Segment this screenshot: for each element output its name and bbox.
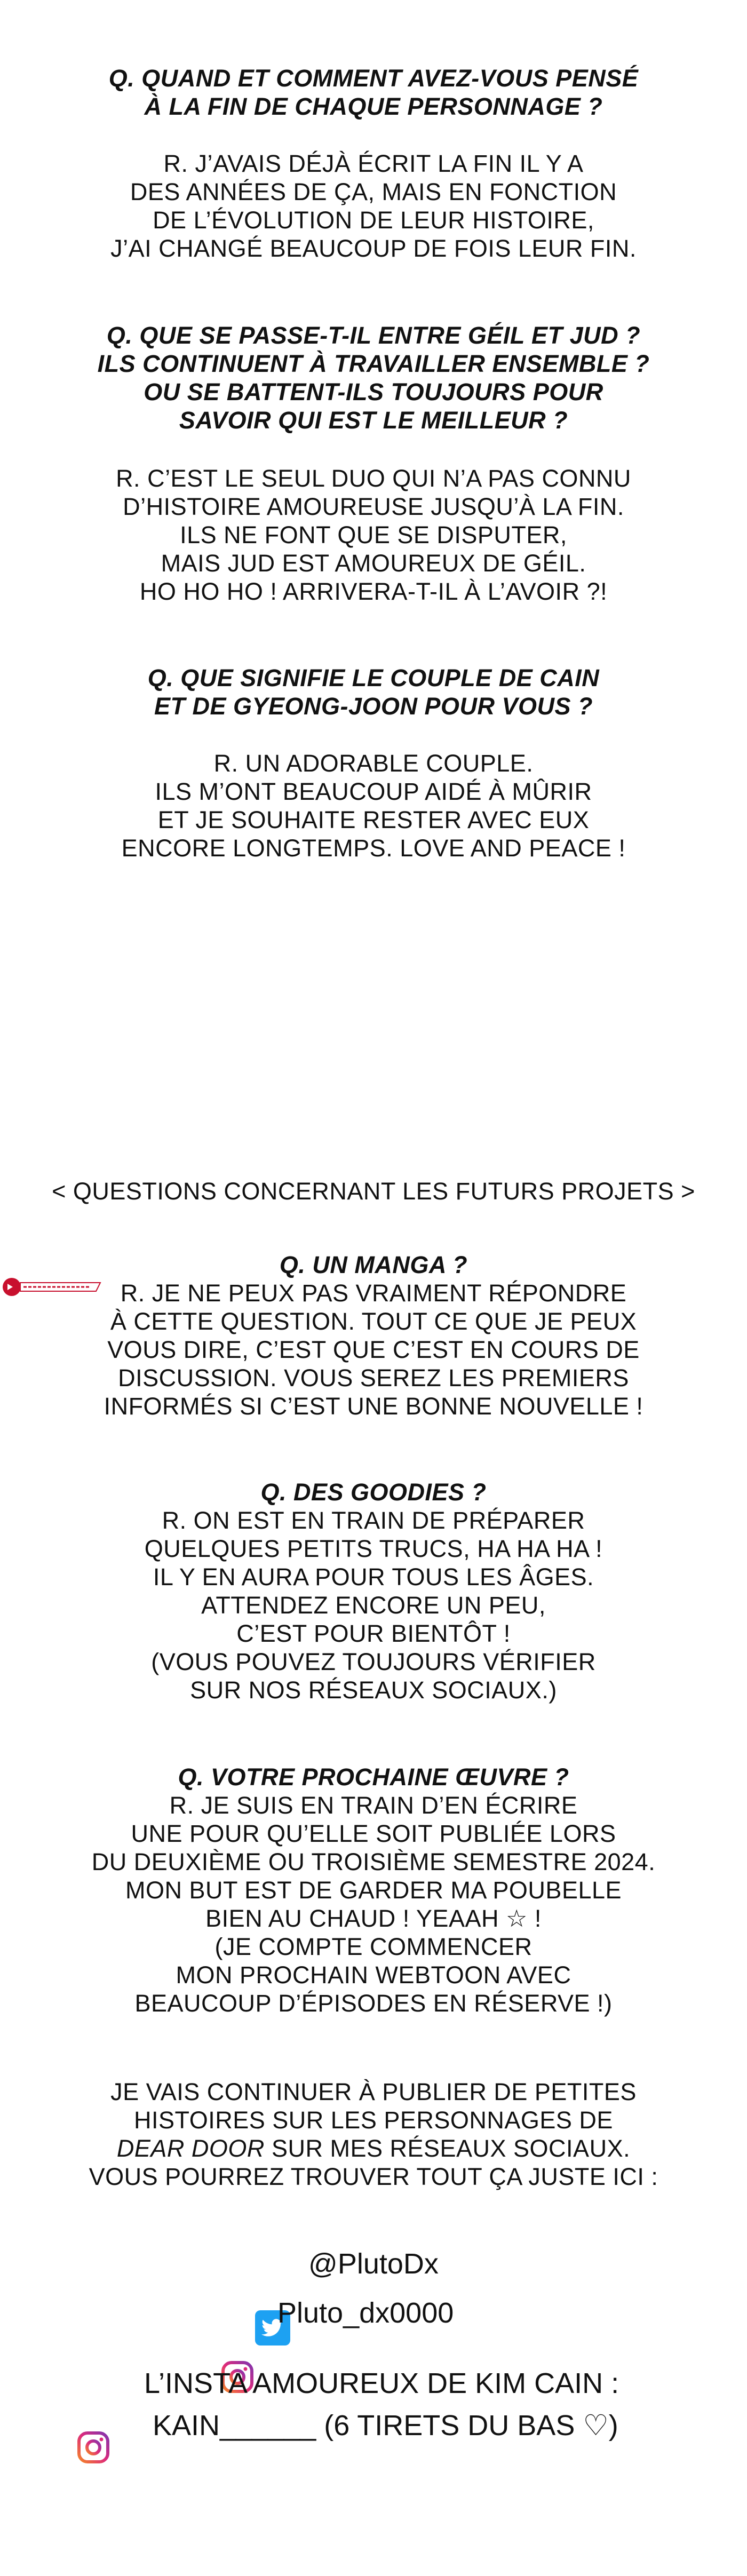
answer-line: HO HO HO ! ARRIVERA-T-IL À L’AVOIR ?! bbox=[139, 578, 608, 605]
answer-line: VOUS DIRE, C’EST QUE C’EST EN COURS DE bbox=[107, 1336, 640, 1363]
instagram-icon bbox=[220, 2295, 255, 2331]
answer-line: À CETTE QUESTION. TOUT CE QUE JE PEUX bbox=[110, 1308, 637, 1335]
closing-block bbox=[0, 2078, 747, 2191]
answer-line: MON BUT EST DE GARDER MA POUBELLE bbox=[125, 1877, 622, 1904]
answer-line: R. J’AVAIS DÉJÀ ÉCRIT LA FIN IL Y A bbox=[163, 150, 584, 177]
answer-line: R. C’EST LE SEUL DUO QUI N’A PAS CONNU bbox=[116, 465, 631, 492]
qa-block-1 bbox=[0, 64, 747, 121]
question-line: SAVOIR QUI EST LE MEILLEUR ? bbox=[179, 407, 568, 434]
question-line: À LA FIN DE CHAQUE PERSONNAGE ? bbox=[144, 93, 603, 120]
answer-line: MAIS JUD EST AMOUREUX DE GÉIL. bbox=[161, 550, 586, 577]
qa-block-6 bbox=[0, 1763, 747, 2017]
twitter-bird-icon bbox=[255, 2246, 290, 2281]
answer-line: DES ANNÉES DE ÇA, MAIS EN FONCTION bbox=[130, 178, 617, 205]
twitter-row[interactable] bbox=[255, 2246, 439, 2281]
answer-line: DISCUSSION. VOUS SEREZ LES PREMIERS bbox=[118, 1364, 629, 1392]
answer-line: R. JE NE PEUX PAS VRAIMENT RÉPONDRE bbox=[120, 1279, 627, 1307]
answer-line: DE L’ÉVOLUTION DE LEUR HISTOIRE, bbox=[153, 206, 594, 234]
answer-line: ILS M’ONT BEAUCOUP AIDÉ À MÛRIR bbox=[155, 778, 592, 805]
closing-line: JE VAIS CONTINUER À PUBLIER DE PETITES bbox=[110, 2078, 637, 2105]
fan-insta-line-1: L’INSTA AMOUREUX DE KIM CAIN : bbox=[144, 2367, 619, 2399]
question-line: ET DE GYEONG-JOON POUR VOUS ? bbox=[154, 693, 593, 720]
answer-line: (JE COMPTE COMMENCER bbox=[214, 1933, 533, 1960]
question-line: Q. QUE SIGNIFIE LE COUPLE DE CAIN bbox=[147, 664, 600, 691]
instagram-icon bbox=[76, 2366, 111, 2401]
fan-instagram-row[interactable] bbox=[76, 2366, 619, 2401]
question-line: Q. UN MANGA ? bbox=[279, 1251, 468, 1278]
answer-line: ENCORE LONGTEMPS. LOVE AND PEACE ! bbox=[121, 834, 626, 862]
answer-block-3 bbox=[0, 749, 747, 862]
section-header bbox=[0, 1177, 747, 1205]
answer-line: D’HISTOIRE AMOUREUSE JUSQU’À LA FIN. bbox=[123, 493, 624, 520]
answer-line: R. ON EST EN TRAIN DE PRÉPARER bbox=[162, 1507, 585, 1534]
answer-line: INFORMÉS SI C’EST UNE BONNE NOUVELLE ! bbox=[104, 1393, 643, 1420]
answer-line: BIEN AU CHAUD ! YEAAH ☆ ! bbox=[205, 1905, 542, 1932]
qa-block-2 bbox=[0, 321, 747, 434]
closing-line: VOUS POURREZ TROUVER TOUT ÇA JUSTE ICI : bbox=[89, 2163, 658, 2190]
answer-line: R. UN ADORABLE COUPLE. bbox=[213, 750, 534, 777]
question-line: Q. QUAND ET COMMENT AVEZ-VOUS PENSÉ bbox=[108, 65, 639, 92]
answer-line: C’EST POUR BIENTÔT ! bbox=[236, 1620, 511, 1647]
closing-line: HISTOIRES SUR LES PERSONNAGES DE bbox=[134, 2106, 613, 2134]
question-line: OU SE BATTENT-ILS TOUJOURS POUR bbox=[144, 378, 603, 406]
instagram-row[interactable] bbox=[220, 2295, 454, 2331]
answer-block-2 bbox=[0, 464, 747, 606]
answer-line: ILS NE FONT QUE SE DISPUTER, bbox=[180, 521, 567, 548]
answer-line: (VOUS POUVEZ TOUJOURS VÉRIFIER bbox=[151, 1648, 596, 1675]
answer-line: IL Y EN AURA POUR TOUS LES ÂGES. bbox=[153, 1563, 594, 1591]
instagram-handle[interactable]: Pluto_dx0000 bbox=[277, 2297, 454, 2329]
answer-line: QUELQUES PETITS TRUCS, HA HA HA ! bbox=[144, 1535, 603, 1562]
question-line: ILS CONTINUENT À TRAVAILLER ENSEMBLE ? bbox=[97, 350, 650, 377]
answer-line: SUR NOS RÉSEAUX SOCIAUX.) bbox=[190, 1676, 557, 1704]
question-line: Q. QUE SE PASSE-T-IL ENTRE GÉIL ET JUD ? bbox=[106, 322, 641, 349]
fan-insta-handle[interactable]: KAIN______ (6 TIRETS DU BAS ♡) bbox=[153, 2410, 618, 2442]
answer-line: UNE POUR QU’ELLE SOIT PUBLIÉE LORS bbox=[131, 1820, 616, 1847]
question-line: Q. VOTRE PROCHAINE ŒUVRE ? bbox=[178, 1763, 569, 1791]
closing-line bbox=[0, 2134, 747, 2162]
question-line: Q. DES GOODIES ? bbox=[260, 1478, 487, 1506]
answer-line: ATTENDEZ ENCORE UN PEU, bbox=[201, 1592, 546, 1619]
answer-line: MON PROCHAIN WEBTOON AVEC bbox=[176, 1961, 571, 1989]
section-header-text: < QUESTIONS CONCERNANT LES FUTURS PROJETS > bbox=[52, 1178, 695, 1205]
answer-line: J’AI CHANGÉ BEAUCOUP DE FOIS LEUR FIN. bbox=[110, 235, 637, 262]
qa-block-3 bbox=[0, 664, 747, 720]
closing-line-rest: SUR MES RÉSEAUX SOCIAUX. bbox=[264, 2135, 631, 2162]
dear-door-title: DEAR DOOR bbox=[116, 2135, 265, 2162]
qa-block-5 bbox=[0, 1478, 747, 1704]
answer-line: DU DEUXIÈME OU TROISIÈME SEMESTRE 2024. bbox=[91, 1848, 656, 1875]
twitter-handle[interactable]: @PlutoDx bbox=[308, 2248, 439, 2280]
answer-block-1 bbox=[0, 149, 747, 263]
qa-block-4 bbox=[0, 1251, 747, 1420]
fan-instagram-handle-row[interactable] bbox=[153, 2410, 618, 2442]
answer-line: BEAUCOUP D’ÉPISODES EN RÉSERVE !) bbox=[134, 1990, 613, 2017]
answer-line: R. JE SUIS EN TRAIN D’EN ÉCRIRE bbox=[169, 1792, 578, 1819]
answer-line: ET JE SOUHAITE RESTER AVEC EUX bbox=[157, 806, 590, 833]
